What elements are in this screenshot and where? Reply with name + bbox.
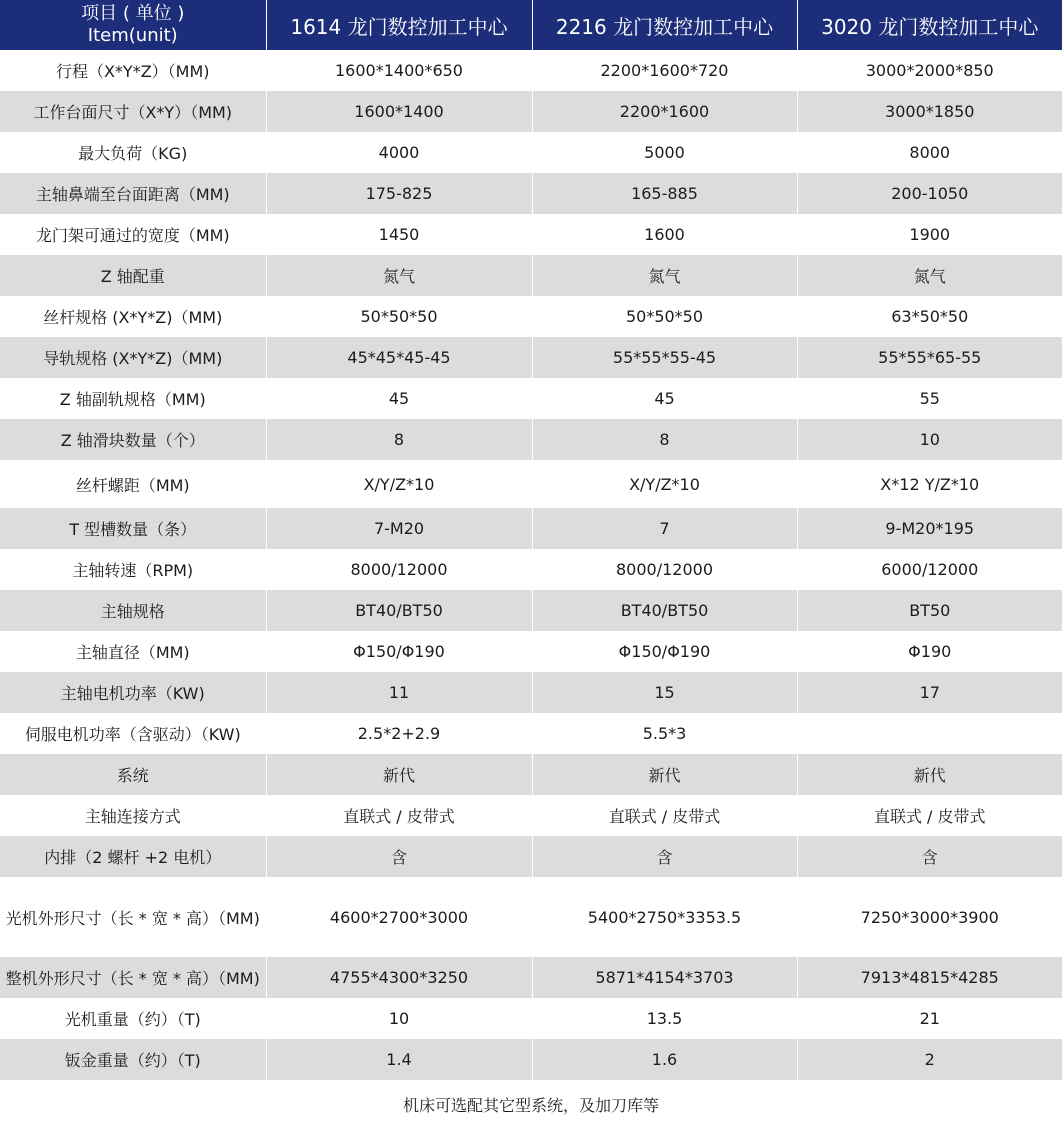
- spec-value-cell: 7-M20: [266, 508, 532, 549]
- table-row: [0, 549, 1062, 590]
- row-label: 导轨规格 (X*Y*Z)（MM): [0, 337, 266, 378]
- spec-value-cell: 8: [266, 419, 532, 460]
- table-row: [0, 508, 1062, 549]
- row-label: 系统: [0, 754, 266, 795]
- spec-value-cell: 7: [532, 508, 797, 549]
- spec-value-cell: 含: [797, 836, 1062, 877]
- spec-value-cell: BT40/BT50: [266, 590, 532, 631]
- spec-value-cell: 8000/12000: [266, 549, 532, 590]
- spec-value-cell: 4000: [266, 132, 532, 173]
- spec-value-cell: 1600*1400: [266, 91, 532, 132]
- spec-value-cell: 3000*2000*850: [797, 50, 1062, 91]
- spec-value-cell: 8: [532, 419, 797, 460]
- header-model-1614: 1614 龙门数控加工中心: [266, 0, 532, 50]
- spec-value-cell: 55*55*65-55: [797, 337, 1062, 378]
- spec-value-cell: 3000*1850: [797, 91, 1062, 132]
- spec-value-cell: X*12 Y/Z*10: [797, 460, 1062, 508]
- row-label: 主轴直径（MM): [0, 631, 266, 672]
- row-label: 主轴鼻端至台面距离（MM): [0, 173, 266, 214]
- spec-value-cell: 9-M20*195: [797, 508, 1062, 549]
- spec-value-cell: 2: [797, 1039, 1062, 1080]
- row-label: Z 轴配重: [0, 255, 266, 296]
- spec-value-cell: 13.5: [532, 998, 797, 1039]
- spec-value-cell: 63*50*50: [797, 296, 1062, 337]
- spec-value-cell: 2200*1600*720: [532, 50, 797, 91]
- table-row: [0, 754, 1062, 795]
- row-label: 工作台面尺寸（X*Y）（MM): [0, 91, 266, 132]
- spec-value-cell: 6000/12000: [797, 549, 1062, 590]
- spec-value-cell: 新代: [532, 754, 797, 795]
- row-label: 整机外形尺寸（长 * 宽 * 高）（MM): [0, 957, 266, 998]
- spec-value-cell: 5.5*3: [532, 713, 797, 754]
- table-row: [0, 1039, 1062, 1080]
- spec-value-cell: 5871*4154*3703: [532, 957, 797, 998]
- row-label: 主轴规格: [0, 590, 266, 631]
- table-row: [0, 795, 1062, 836]
- table-row: [0, 378, 1062, 419]
- spec-value-cell: 含: [532, 836, 797, 877]
- spec-value-cell: X/Y/Z*10: [532, 460, 797, 508]
- header-row: [0, 0, 1062, 50]
- spec-value-cell: 45: [532, 378, 797, 419]
- spec-value-cell: 含: [266, 836, 532, 877]
- spec-value-cell: 1.4: [266, 1039, 532, 1080]
- spec-value-cell: 45*45*45-45: [266, 337, 532, 378]
- table-row: [0, 713, 1062, 754]
- spec-value-cell: 10: [797, 419, 1062, 460]
- spec-value-cell: 直联式 / 皮带式: [532, 795, 797, 836]
- table-row: [0, 631, 1062, 672]
- row-label: 主轴电机功率（KW): [0, 672, 266, 713]
- spec-value-cell: BT50: [797, 590, 1062, 631]
- spec-value-cell: 45: [266, 378, 532, 419]
- spec-value-cell: 氮气: [797, 255, 1062, 296]
- row-label: 钣金重量（约）（T): [0, 1039, 266, 1080]
- spec-value-cell: BT40/BT50: [532, 590, 797, 631]
- row-label: 行程（X*Y*Z）（MM): [0, 50, 266, 91]
- row-label: 内排（2 螺杆 +2 电机）: [0, 836, 266, 877]
- row-label: 主轴连接方式: [0, 795, 266, 836]
- row-label: T 型槽数量（条）: [0, 508, 266, 549]
- spec-value-cell: 17: [797, 672, 1062, 713]
- spec-value-cell: 1.6: [532, 1039, 797, 1080]
- spec-value-cell: 8000: [797, 132, 1062, 173]
- table-row: [0, 998, 1062, 1039]
- spec-value-cell: 4755*4300*3250: [266, 957, 532, 998]
- table-row: [0, 337, 1062, 378]
- table-row: [0, 460, 1062, 508]
- header-item-unit: [0, 0, 266, 50]
- spec-value-cell: 新代: [266, 754, 532, 795]
- table-row: [0, 296, 1062, 337]
- row-label: 最大负荷（KG): [0, 132, 266, 173]
- table-row: [0, 672, 1062, 713]
- table-row: [0, 214, 1062, 255]
- spec-value-cell: 50*50*50: [266, 296, 532, 337]
- spec-value-cell: 4600*2700*3000: [266, 877, 532, 957]
- spec-value-cell: 直联式 / 皮带式: [266, 795, 532, 836]
- spec-value-cell: 1600*1400*650: [266, 50, 532, 91]
- table-body: [0, 50, 1062, 1080]
- spec-value-cell: Φ150/Φ190: [266, 631, 532, 672]
- spec-value-cell: [797, 713, 1062, 754]
- spec-value-cell: 新代: [797, 754, 1062, 795]
- spec-value-cell: 7250*3000*3900: [797, 877, 1062, 957]
- spec-value-cell: 11: [266, 672, 532, 713]
- header-model-2216: 2216 龙门数控加工中心: [532, 0, 797, 50]
- row-label: Z 轴副轨规格（MM): [0, 378, 266, 419]
- table-row: [0, 50, 1062, 91]
- spec-value-cell: 2200*1600: [532, 91, 797, 132]
- spec-value-cell: 氮气: [266, 255, 532, 296]
- row-label: 丝杆螺距（MM): [0, 460, 266, 508]
- spec-value-cell: 直联式 / 皮带式: [797, 795, 1062, 836]
- spec-value-cell: 55: [797, 378, 1062, 419]
- spec-value-cell: 8000/12000: [532, 549, 797, 590]
- table-row: [0, 877, 1062, 957]
- table-header: [0, 0, 1062, 50]
- spec-value-cell: 175-825: [266, 173, 532, 214]
- table-row: [0, 173, 1062, 214]
- table-row: [0, 132, 1062, 173]
- spec-value-cell: 7913*4815*4285: [797, 957, 1062, 998]
- spec-value-cell: 10: [266, 998, 532, 1039]
- row-label: 丝杆规格 (X*Y*Z)（MM): [0, 296, 266, 337]
- spec-value-cell: 2.5*2+2.9: [266, 713, 532, 754]
- table-row: [0, 957, 1062, 998]
- header-model-3020: 3020 龙门数控加工中心: [797, 0, 1062, 50]
- spec-value-cell: 1450: [266, 214, 532, 255]
- row-label: 光机外形尺寸（长 * 宽 * 高）（MM): [0, 877, 266, 957]
- row-label: 伺服电机功率（含驱动）（KW): [0, 713, 266, 754]
- spec-value-cell: Φ150/Φ190: [532, 631, 797, 672]
- spec-value-cell: 5000: [532, 132, 797, 173]
- spec-value-cell: 15: [532, 672, 797, 713]
- spec-value-cell: 1900: [797, 214, 1062, 255]
- table-row: [0, 836, 1062, 877]
- spec-value-cell: 50*50*50: [532, 296, 797, 337]
- header-unit-label: Item(unit): [87, 25, 178, 46]
- row-label: Z 轴滑块数量（个）: [0, 419, 266, 460]
- spec-value-cell: 氮气: [532, 255, 797, 296]
- spec-value-cell: 165-885: [532, 173, 797, 214]
- spec-value-cell: 21: [797, 998, 1062, 1039]
- spec-value-cell: 200-1050: [797, 173, 1062, 214]
- row-label: 龙门架可通过的宽度（MM): [0, 214, 266, 255]
- table-row: [0, 590, 1062, 631]
- spec-value-cell: Φ190: [797, 631, 1062, 672]
- spec-value-cell: 1600: [532, 214, 797, 255]
- table-row: [0, 419, 1062, 460]
- spec-value-cell: 55*55*55-45: [532, 337, 797, 378]
- table-row: [0, 255, 1062, 296]
- spec-value-cell: 5400*2750*3353.5: [532, 877, 797, 957]
- row-label: 光机重量（约）（T): [0, 998, 266, 1039]
- row-label: 主轴转速（RPM): [0, 549, 266, 590]
- spec-value-cell: X/Y/Z*10: [266, 460, 532, 508]
- footer-note: 机床可选配其它型系统，及加刀库等: [402, 1096, 659, 1115]
- header-item-label: 项目 ( 单位 ): [81, 3, 185, 24]
- table-row: [0, 91, 1062, 132]
